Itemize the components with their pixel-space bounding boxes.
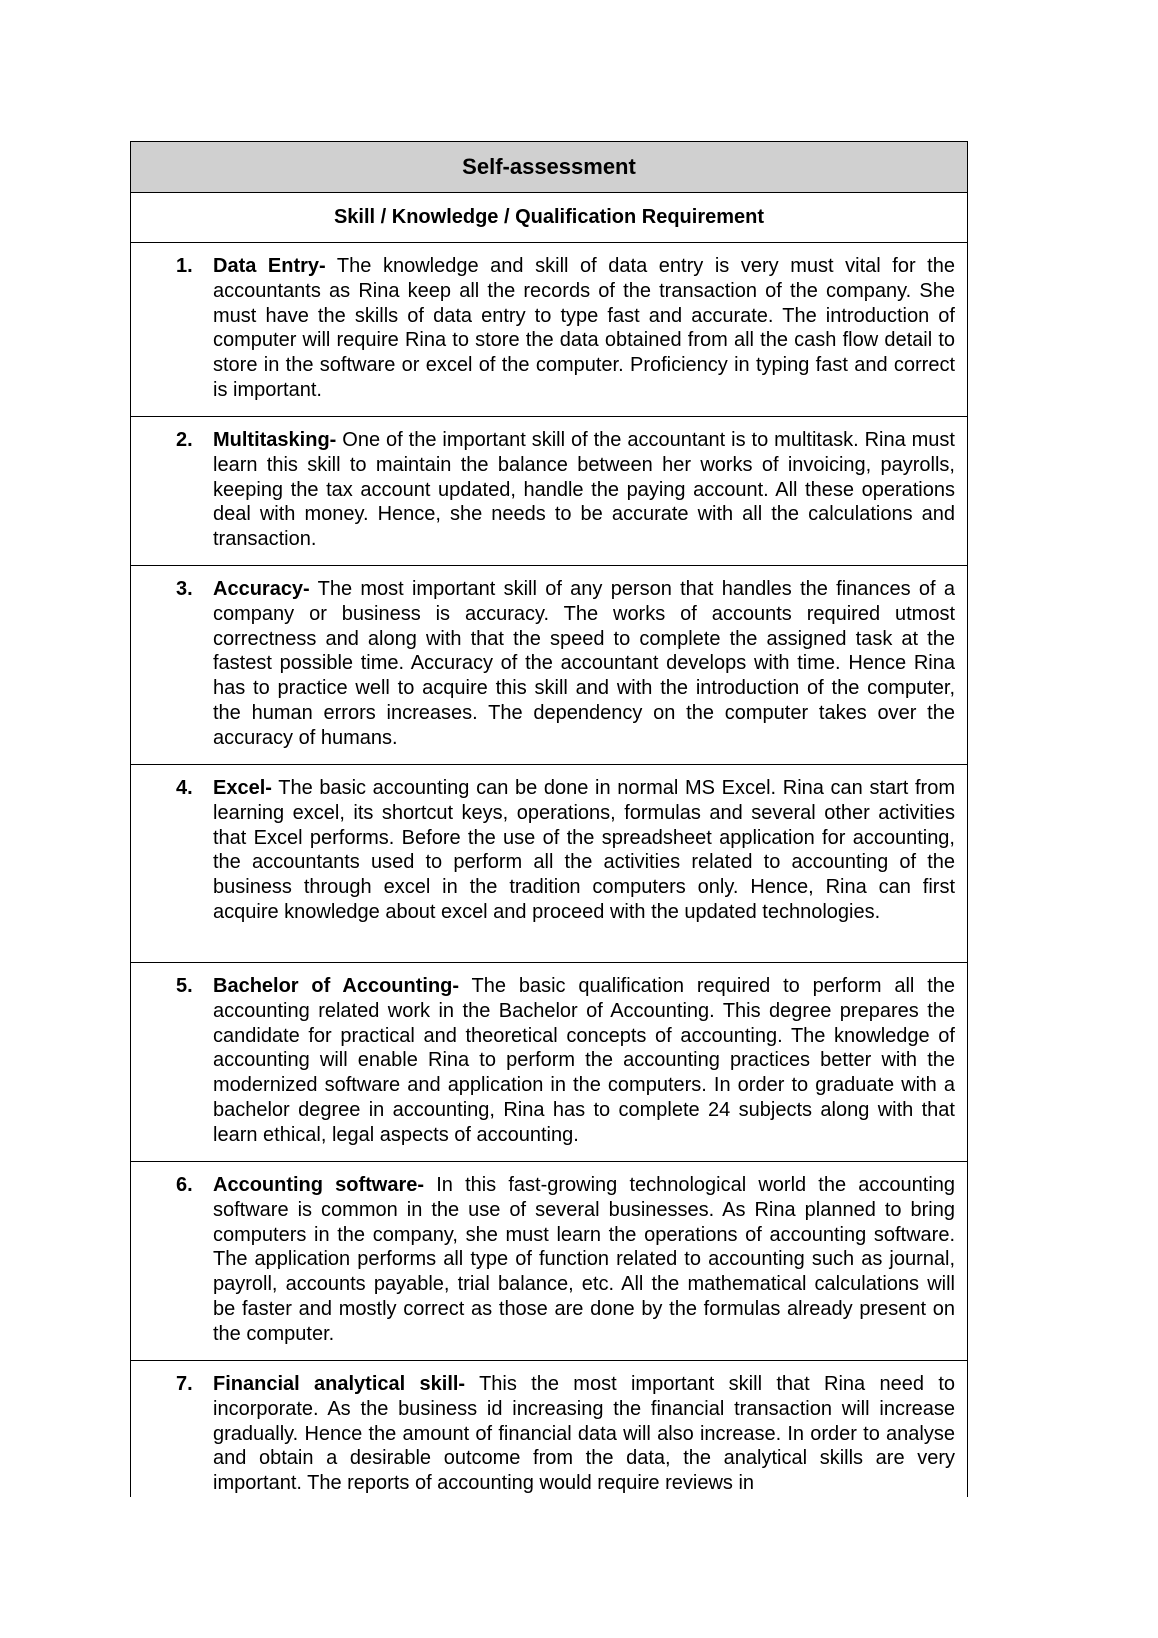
item-text: This the most important skill that Rina need to incorporate. As the business id increasing the financial transaction will increase gradually. Hence the amount of financial data will also increase. In order to analyse and obtain a desirable outcome from the data, the analytical skills are very important. The reports of accounting would require reviews in <box>213 1373 955 1495</box>
item-text: The basic qualification required to perform all the accounting related work in the Bachelor of Accounting. This degree prepares the candidate for practical and theoretical concepts of accounting. The knowledge of accounting will enable Rina to perform the accounting practices better with the modernized software and application in the computers. In order to graduate with a bachelor degree in accounting, Rina has to complete 24 subjects along with that learn ethical, legal aspects of accounting. <box>213 975 955 1146</box>
item-number: 4. <box>176 777 193 799</box>
self-assessment-table <box>130 141 968 1497</box>
skill-item-multitasking <box>131 417 967 566</box>
item-title: Multitasking- <box>213 429 337 451</box>
skill-item-data-entry <box>131 243 967 417</box>
item-text: The knowledge and skill of data entry is very must vital for the accountants as Rina keep all the records of the transaction of the company. She must have the skills of data entry to type fast and accurate. The introduction of computer will require Rina to store the data obtained from all the cash flow detail to store in the software or excel of the computer. Proficiency in typing fast and correct is important. <box>213 255 955 401</box>
table-title: Self-assessment <box>131 142 967 193</box>
skill-item-financial-analytical-skill <box>131 1361 967 1497</box>
item-title: Bachelor of Accounting- <box>213 975 460 997</box>
item-title: Accounting software- <box>213 1174 425 1196</box>
item-title: Accuracy- <box>213 578 310 600</box>
item-number: 3. <box>176 578 193 600</box>
item-number: 5. <box>176 975 193 997</box>
item-number: 1. <box>176 255 193 277</box>
item-title: Excel- <box>213 777 272 799</box>
skill-item-bachelor-of-accounting <box>131 963 967 1162</box>
skill-item-accounting-software <box>131 1162 967 1361</box>
item-number: 2. <box>176 429 193 451</box>
table-subtitle: Skill / Knowledge / Qualification Requirement <box>131 193 967 243</box>
skill-item-accuracy <box>131 566 967 765</box>
skill-item-excel <box>131 765 967 963</box>
item-text: The basic accounting can be done in normal MS Excel. Rina can start from learning excel, its shortcut keys, operations, formulas and several other activities that Excel performs. Before the use of the spreadsheet application for accounting, the accountants used to perform all the activities related to accounting of the business through excel in the tradition computers only. Hence, Rina can first acquire knowledge about excel and proceed with the updated technologies. <box>213 777 955 923</box>
item-title: Financial analytical skill- <box>213 1373 466 1395</box>
item-text: In this fast-growing technological world the accounting software is common in the use of several businesses. As Rina planned to bring computers in the company, she must learn the operations of accounting software. The application performs all type of function related to accounting such as journal, payroll, accounts payable, trial balance, etc. All the mathematical calculations will be faster and mostly correct as those are done by the formulas already present on the computer. <box>213 1174 956 1345</box>
item-number: 6. <box>176 1174 193 1196</box>
item-title: Data Entry- <box>213 255 326 277</box>
item-number: 7. <box>176 1373 193 1395</box>
item-text: The most important skill of any person that handles the finances of a company or business is accuracy. The works of accounts required utmost correctness and along with that the speed to complete the assigned task at the fastest possible time. Accuracy of the accountant develops with time. Hence Rina has to practice well to acquire this skill and with the introduction of the computer, the human errors increases. The dependency on the computer takes over the accuracy of humans. <box>213 578 955 749</box>
item-text: One of the important skill of the accountant is to multitask. Rina must learn this skill to maintain the balance between her works of invoicing, payrolls, keeping the tax account updated, handle the paying account. All these operations deal with money. Hence, she needs to be accurate with all the calculations and transaction. <box>213 429 955 551</box>
